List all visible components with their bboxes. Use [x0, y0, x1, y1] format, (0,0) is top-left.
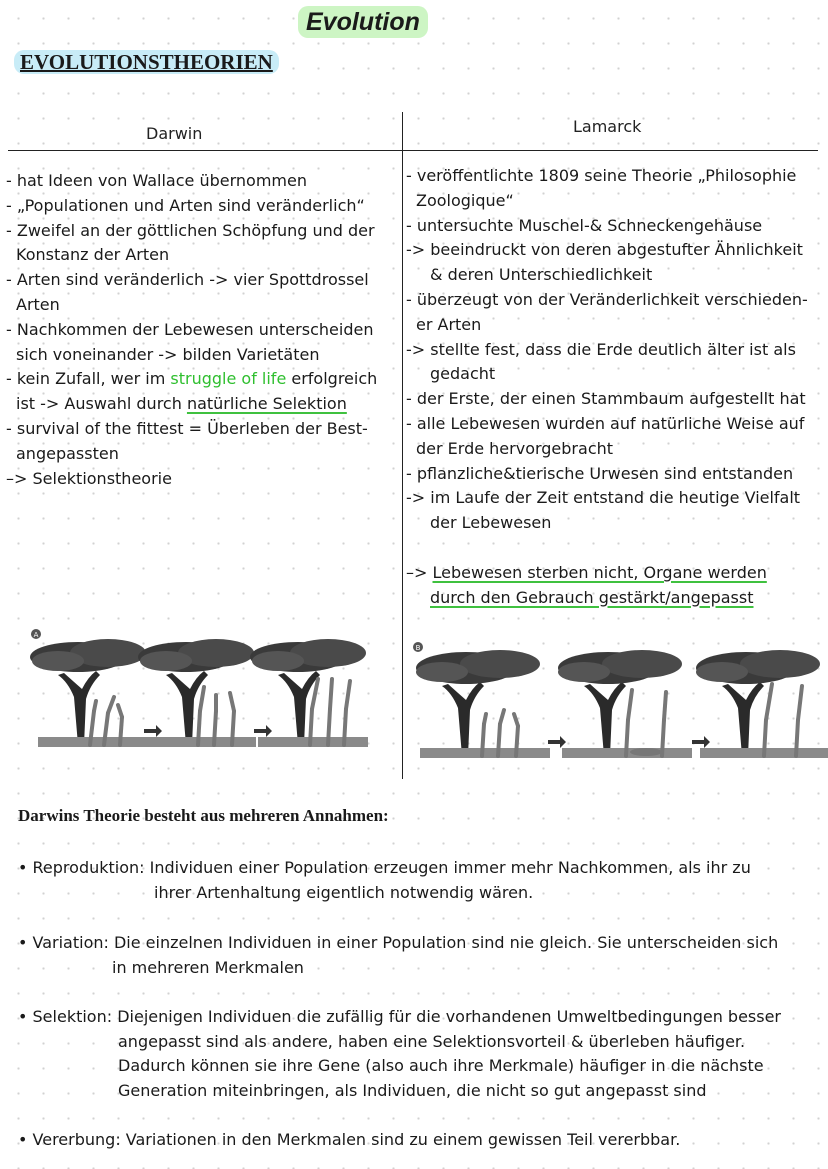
lamarck-line: Zoologique“	[416, 190, 514, 210]
lamarck-line: - veröffentlichte 1809 seine Theorie „Philosophie	[406, 166, 797, 185]
darwin-giraffe-illustration	[28, 625, 396, 755]
arrow-right-icon	[692, 736, 710, 748]
lamarck-line: gedacht	[430, 364, 496, 384]
assumption-label: • Variation:	[18, 933, 114, 952]
assumption-selektion	[18, 1005, 781, 1103]
darwin-heading: Darwin	[146, 124, 203, 143]
darwin-line: - Arten sind veränderlich -> vier Spottdrossel	[6, 270, 369, 290]
darwin-line: Arten	[16, 294, 60, 314]
panel-a1	[30, 639, 148, 747]
arrow-right-icon	[548, 736, 566, 748]
lamarck-line: - untersuchte Muschel-& Schneckengehäuse	[406, 215, 763, 235]
assumption-vererbung	[18, 1128, 680, 1153]
lamarck-line: -> im Laufe der Zeit entstand die heutige Vielfalt	[406, 488, 801, 508]
arrow-right-icon	[254, 725, 272, 737]
darwin-line	[6, 367, 377, 392]
assumption-text: Variationen in den Merkmalen sind zu einem gewissen Teil vererbbar.	[125, 1130, 681, 1149]
assumption-text: ihrer Artenhaltung eigentlich notwendig wären.	[154, 882, 534, 902]
text-segment: erfolgreich	[286, 369, 378, 389]
lamarck-line: - überzeugt von der Veränderlichkeit verschieden-	[406, 289, 808, 309]
highlight-struggle-of-life: struggle of life	[170, 369, 287, 389]
assumption-reproduktion	[18, 856, 751, 905]
darwin-line: - hat Ideen von Wallace übernommen	[6, 171, 307, 190]
figure-label-b: B	[415, 644, 421, 652]
lamarck-giraffe-illustration	[410, 636, 828, 764]
lamarck-line: der Lebewesen	[430, 513, 552, 533]
darwin-line: - Zweifel an der göttlichen Schöpfung und der	[6, 220, 375, 240]
lamarck-line: der Erde hervorgebracht	[416, 438, 614, 458]
darwin-line: angepassten	[16, 443, 119, 463]
assumption-text: angepasst sind als andere, haben eine Selektionsvorteil & überleben häufiger.	[118, 1031, 746, 1051]
blank-line	[406, 536, 808, 561]
darwin-line: Konstanz der Arten	[16, 245, 170, 265]
darwin-notes	[6, 169, 377, 491]
underline-natural-selection: natürliche Selektion	[186, 394, 347, 414]
assumption-text: Die einzelnen Individuen in einer Population sind nie gleich. Sie unterscheiden sich	[113, 933, 779, 952]
table-divider-horizontal	[8, 150, 818, 151]
lamarck-line: & deren Unterschiedlichkeit	[430, 265, 653, 285]
text-segment: - kein Zufall, wer im	[6, 369, 171, 389]
lamarck-line: - pflanzliche&tierische Urwesen sind entstanden	[406, 463, 794, 483]
arrow-right-icon	[144, 725, 162, 737]
underline-lamarck-conclusion: Lebewesen sterben nicht, Organe werden	[432, 562, 767, 582]
lamarck-line: -> beeindruckt von deren abgestufter Ähnlichkeit	[406, 240, 803, 260]
assumption-text: in mehreren Merkmalen	[112, 957, 304, 977]
panel-b1	[416, 650, 550, 758]
darwin-line: –> Selektionstheorie	[6, 468, 172, 488]
lamarck-line: - alle Lebewesen wurden auf natürliche Weise auf	[406, 413, 805, 433]
page-title: Evolution	[298, 6, 428, 38]
lamarck-line	[406, 586, 808, 611]
assumption-variation	[18, 931, 778, 980]
assumption-text: Individuen einer Population erzeugen immer mehr Nachkommen, als ihr zu	[149, 858, 751, 877]
panel-b2	[558, 650, 692, 758]
panel-b3	[696, 650, 828, 758]
lamarck-heading: Lamarck	[573, 117, 642, 136]
darwin-line	[6, 392, 377, 417]
text-segment: –>	[406, 562, 433, 582]
darwin-line: - „Populationen und Arten sind veränderlich“	[6, 195, 365, 215]
lamarck-line: er Arten	[416, 314, 482, 334]
lamarck-line	[406, 561, 808, 586]
assumption-label: • Reproduktion:	[18, 858, 150, 877]
figure-label-a: A	[33, 631, 39, 639]
darwin-line: - Nachkommen der Lebewesen unterscheiden	[6, 319, 374, 339]
text-segment: ist -> Auswahl durch	[16, 394, 187, 414]
assumptions-heading: Darwins Theorie besteht aus mehreren Annahmen:	[18, 806, 389, 825]
lamarck-notes	[406, 164, 808, 610]
table-divider-vertical	[402, 112, 403, 779]
underline-lamarck-conclusion: durch den Gebrauch gestärkt/angepasst	[430, 587, 754, 607]
darwin-line: - survival of the fittest = Überleben der Best-	[6, 418, 368, 438]
lamarck-line: - der Erste, der einen Stammbaum aufgestellt hat	[406, 389, 806, 409]
assumption-text: Generation miteinbringen, als Individuen, die nicht so gut angepasst sind	[118, 1080, 707, 1100]
assumption-label: • Selektion:	[18, 1007, 118, 1026]
lamarck-line: -> stellte fest, dass die Erde deutlich älter ist als	[406, 339, 796, 359]
assumption-text: Diejenigen Individuen die zufällig für die vorhandenen Umweltbedingungen besser	[117, 1007, 782, 1026]
darwin-line: sich voneinander -> bilden Varietäten	[16, 344, 320, 364]
assumption-text: Dadurch können sie ihre Gene (also auch ihre Merkmale) häufiger in die nächste	[118, 1056, 764, 1075]
assumption-label: • Vererbung:	[18, 1130, 126, 1149]
section-title: EVOLUTIONSTHEORIEN	[14, 50, 279, 74]
